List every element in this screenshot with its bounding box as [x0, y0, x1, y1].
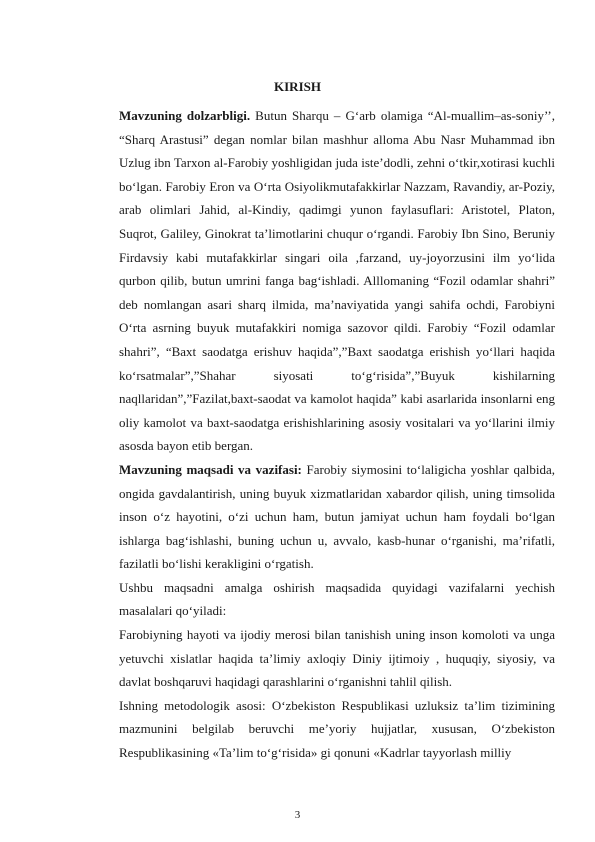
paragraph-tasks-intro — [119, 576, 555, 623]
section-title: KIRISH — [274, 79, 321, 94]
paragraph-body: Ushbu maqsadni amalga oshirish maqsadida quyidagi vazifalarni yechish masalalari qo‘yiladi: — [119, 579, 555, 619]
paragraph-task — [119, 623, 555, 694]
page-number: 3 — [294, 809, 301, 821]
paragraph-lead: Mavzuning dolzarbligi. — [119, 108, 251, 123]
body-text — [119, 104, 555, 765]
paragraph-body: Farobiy siymosini to‘laligicha yoshlar qalbida, ongida gavdalantirish, uning buyuk xizmatlaridan xabardor qilish, uning timsolida inson o‘z hayotini, o‘zi uchun ham, butun jamiyat uchun ham foydali bo‘lgan ishlarga bag‘ishlashi, buning uchun u, avvalo, kasb-hunar o‘rganishi, ma’rifatli, fazilatli bo‘lishi kerakligini o‘rgatish. — [119, 461, 555, 572]
paragraph-relevance — [119, 104, 555, 458]
paragraph-goal — [119, 458, 555, 576]
paragraph-body: Ishning metodologik asosi: O‘zbekiston Respublikasi uzluksiz ta’lim tizimining mazmunini belgilab beruvchi me’yoriy hujjatlar, xususan, O‘zbekiston Respublikasining «Ta’lim to‘g‘risida» gi qonuni «Kadrlar tayyorlash milliy — [119, 697, 555, 761]
paragraph-lead: Mavzuning maqsadi va vazifasi: — [119, 461, 302, 477]
paragraph-body: Butun Sharqu – G‘arb olamiga “Al-muallim–as-soniy’’, “Sharq Arastusi” degan nomlar bilan mashhur alloma Abu Nasr Muhammad ibn Uzlug ibn Tarxon al-Farobiy yoshligidan juda iste’dodli, zehni o‘tkir,xotirasi kuchli bo‘lgan. Farobiy Eron va O‘rta Osiyolikmutafakkirlar Nazzam, Ravandiy, ar-Poziy, arab olimlari Jahid, al-Kindiy, qadimgi yunon faylasuflari: Aristotel, Platon, Suqrot, Galiley, Ginokrat ta’limotlarini chuqur o‘rgandi. Farobiy Ibn Sino, Beruniy Firdavsiy kabi mutafakkirlar singari oila ,farzand, uy-joyorzusini ilm yo‘lida qurbon qilib, butun umrini fanga bag‘ishladi. Alllomaning “Fozil odamlar shahri” deb nomlangan asari sharq ilmida, ma’naviyatida yangi sahifa ochdi, Farobiyni O‘rta asrning buyuk mutafakkiri nomiga sazovor qildi. Farobiy “Fozil odamlar shahri”, “Baxt saodatga erishuv haqida”,”Baxt saodatga erishish yo‘llari haqida ko‘rsatmalar”,”Shahar siyosati to‘g‘risida”,”Buyuk kishilarning naqllaridan”,”Fazilat,baxt-saodat va kamolot haqida” kabi asarlarida insonlarni eng oliy kamolot va baxt-saodatga erishishlarining asosiy vositalari va yo‘llarini ilmiy asosda bayon etib bergan. — [119, 108, 555, 454]
paragraph-body: Farobiyning hayoti va ijodiy merosi bilan tanishish uning inson komoloti va unga yetuvchi xislatlar haqida ta’limiy axloqiy Diniy ijtimoiy , huquqiy, siyosiy, va davlat boshqaruvi haqidagi qarashlarini o‘rganishni tahlil qilish. — [119, 627, 555, 690]
paragraph-methodology — [119, 694, 555, 765]
